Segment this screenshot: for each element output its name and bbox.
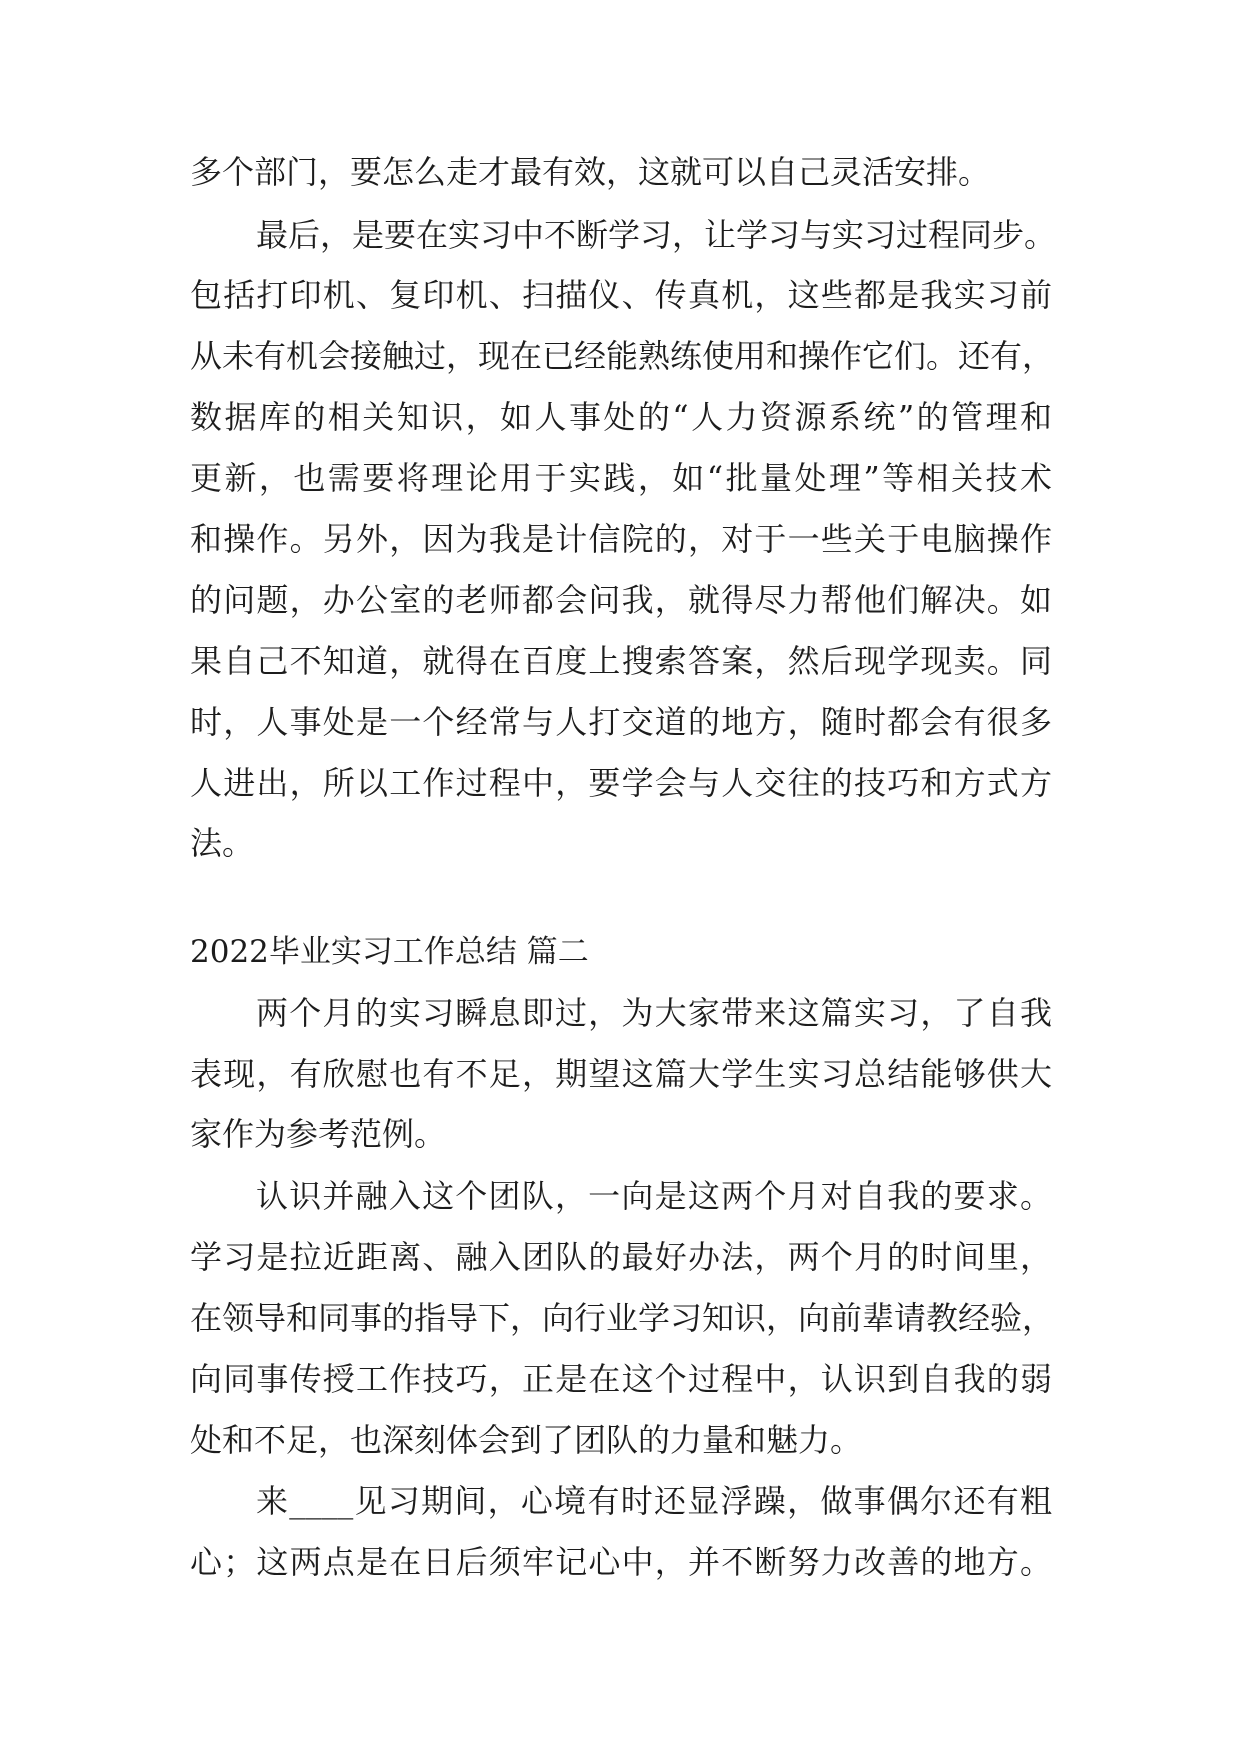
paragraph-line: 学习是拉近距离、融入团队的最好办法，两个月的时间里， [190, 1238, 1052, 1276]
paragraph-line: 向同事传授工作技巧，正是在这个过程中，认识到自我的弱 [190, 1360, 1052, 1398]
paragraph-line: 家作为参考范例。 [190, 1115, 447, 1153]
paragraph-line: 果自己不知道，就得在百度上搜索答案，然后现学现卖。同 [190, 642, 1052, 680]
paragraph-line: 最后，是要在实习中不断学习，让学习与实习过程同步。 [256, 216, 1057, 254]
intro-tail-line: 多个部门，要怎么走才最有效，这就可以自己灵活安排。 [190, 153, 991, 191]
paragraph-line: 在领导和同事的指导下，向行业学习知识，向前辈请教经验， [190, 1299, 1055, 1337]
paragraph-line: 心；这两点是在日后须牢记心中，并不断努力改善的地方。 [190, 1543, 1052, 1581]
paragraph-line: 法。 [190, 824, 255, 862]
paragraph-line: 来____见习期间，心境有时还显浮躁，做事偶尔还有粗 [256, 1482, 1052, 1520]
paragraph-line: 人进出，所以工作过程中，要学会与人交往的技巧和方式方 [190, 764, 1052, 802]
paragraph-line: 的问题，办公室的老师都会问我，就得尽力帮他们解决。如 [190, 581, 1052, 619]
paragraph-line: 从未有机会接触过，现在已经能熟练使用和操作它们。还有， [190, 337, 1055, 375]
paragraph-line: 数据库的相关知识，如人事处的“人力资源系统”的管理和 [190, 398, 1052, 436]
section-heading: 2022毕业实习工作总结 篇二 [190, 934, 589, 970]
paragraph-line: 和操作。另外，因为我是计信院的，对于一些关于电脑操作 [190, 520, 1052, 558]
paragraph-line: 处和不足，也深刻体会到了团队的力量和魅力。 [190, 1421, 863, 1459]
paragraph-line: 时，人事处是一个经常与人打交道的地方，随时都会有很多 [190, 703, 1052, 741]
paragraph-line: 表现，有欣慰也有不足，期望这篇大学生实习总结能够供大 [190, 1055, 1052, 1093]
paragraph-line: 两个月的实习瞬息即过，为大家带来这篇实习，了自我 [256, 994, 1052, 1032]
paragraph-line: 认识并融入这个团队，一向是这两个月对自我的要求。 [256, 1177, 1052, 1215]
paragraph-line: 更新，也需要将理论用于实践，如“批量处理”等相关技术 [190, 459, 1052, 497]
paragraph-line: 包括打印机、复印机、扫描仪、传真机，这些都是我实习前 [190, 276, 1052, 314]
